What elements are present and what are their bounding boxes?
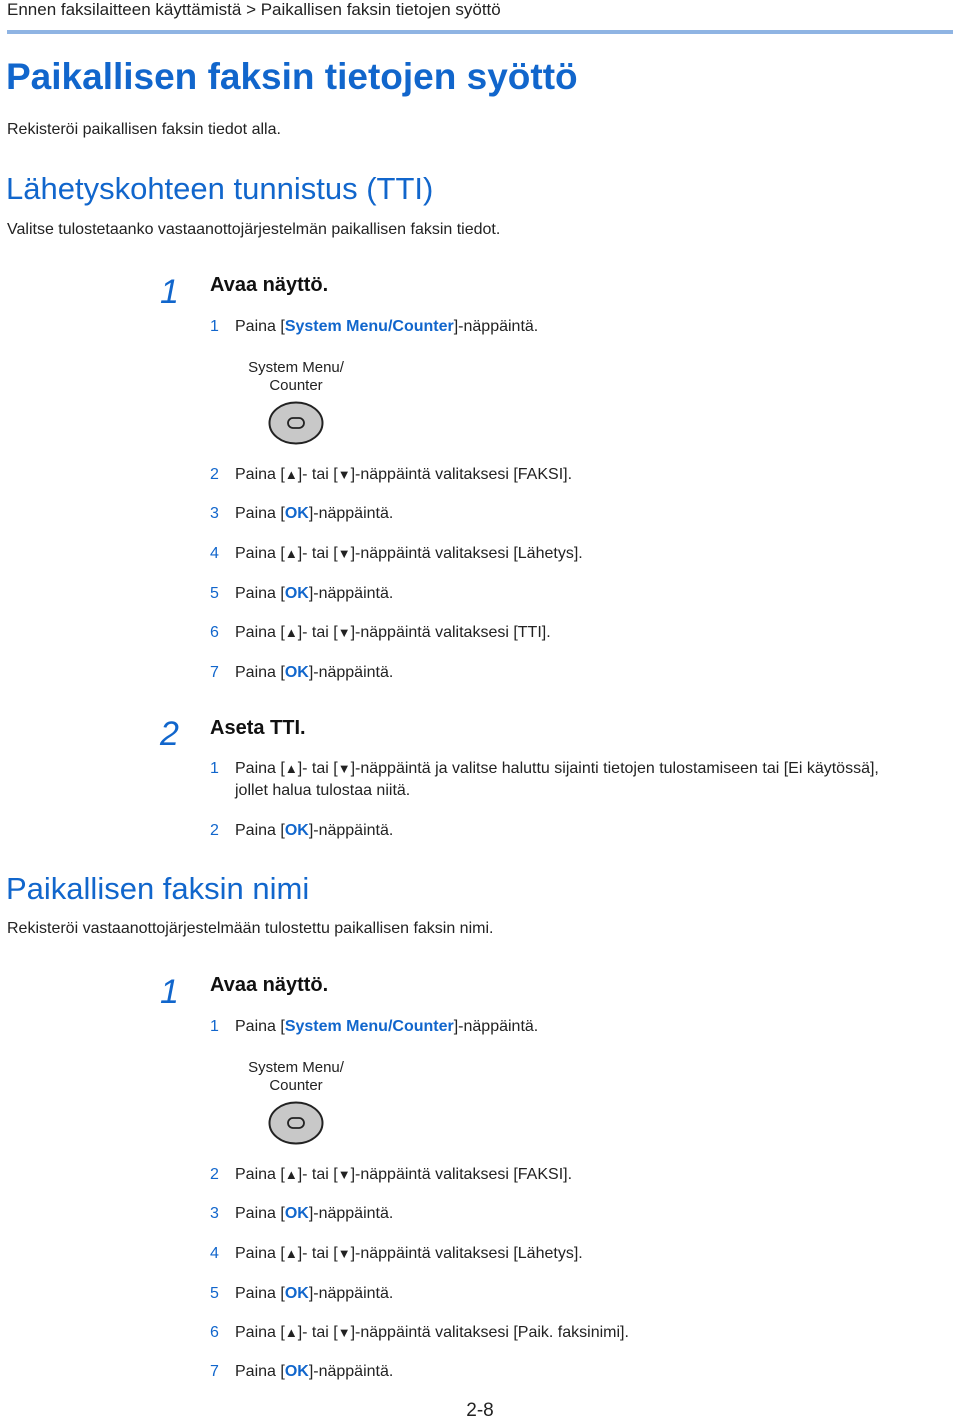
instruction-item: 6 Paina [▲]- tai [▼]-näppäintä valitaksesi [Paik. faksinimi]. <box>210 1324 629 1341</box>
step-number: 1 <box>160 973 179 1011</box>
instruction-item: 3 Paina [OK]-näppäintä. <box>210 1205 394 1222</box>
section-description-fax-name: Rekisteröi vastaanottojärjestelmään tulostettu paikallisen faksin nimi. <box>7 920 494 937</box>
breadcrumb: Ennen faksilaitteen käyttämistä > Paikallisen faksin tietojen syöttö <box>7 0 501 19</box>
down-arrow-icon: ▼ <box>337 1325 351 1340</box>
down-arrow-icon: ▼ <box>337 1167 351 1182</box>
key-label: System Menu/ Counter <box>248 359 344 394</box>
down-arrow-icon: ▼ <box>337 625 351 640</box>
section-heading-tti: Lähetyskohteen tunnistus (TTI) <box>6 171 434 206</box>
up-arrow-icon: ▲ <box>284 1325 298 1340</box>
system-menu-key-icon <box>268 401 324 445</box>
instruction-item: 4 Paina [▲]- tai [▼]-näppäintä valitaksesi [Lähetys]. <box>210 545 583 562</box>
down-arrow-icon: ▼ <box>337 1246 351 1261</box>
instruction-item: 5 Paina [OK]-näppäintä. <box>210 585 394 602</box>
section-heading-fax-name: Paikallisen faksin nimi <box>6 871 310 906</box>
down-arrow-icon: ▼ <box>337 467 351 482</box>
down-arrow-icon: ▼ <box>337 546 351 561</box>
intro-text: Rekisteröi paikallisen faksin tiedot alla. <box>7 121 281 138</box>
step-number: 2 <box>160 715 179 753</box>
page-number: 2-8 <box>466 1400 494 1421</box>
up-arrow-icon: ▲ <box>284 625 298 640</box>
up-arrow-icon: ▲ <box>284 1246 298 1261</box>
key-label: System Menu/ Counter <box>248 1059 344 1094</box>
instruction-item: 1 Paina [▲]- tai [▼]-näppäintä ja valitse haluttu sijainti tietojen tulostamiseen tai [Ei käytössä], jollet halua tulostaa niitä. <box>210 760 879 799</box>
instruction-item: 7 Paina [OK]-näppäintä. <box>210 664 394 681</box>
instruction-item: 5 Paina [OK]-näppäintä. <box>210 1285 394 1302</box>
instruction-item: 6 Paina [▲]- tai [▼]-näppäintä valitaksesi [TTI]. <box>210 624 551 641</box>
header-divider <box>7 30 953 34</box>
instruction-item: 7 Paina [OK]-näppäintä. <box>210 1363 394 1380</box>
down-arrow-icon: ▼ <box>337 761 351 776</box>
instruction-item: 2 Paina [OK]-näppäintä. <box>210 822 394 839</box>
instruction-item: 4 Paina [▲]- tai [▼]-näppäintä valitaksesi [Lähetys]. <box>210 1245 583 1262</box>
step-title: Avaa näyttö. <box>210 974 329 996</box>
instruction-item: 1 Paina [System Menu/Counter]-näppäintä. <box>210 318 539 335</box>
up-arrow-icon: ▲ <box>284 761 298 776</box>
up-arrow-icon: ▲ <box>284 546 298 561</box>
instruction-item: 2 Paina [▲]- tai [▼]-näppäintä valitaksesi [FAKSI]. <box>210 1166 573 1183</box>
section-description-tti: Valitse tulostetaanko vastaanottojärjestelmän paikallisen faksin tiedot. <box>7 221 501 238</box>
step-number: 1 <box>160 273 179 311</box>
up-arrow-icon: ▲ <box>284 1167 298 1182</box>
instruction-item: 2 Paina [▲]- tai [▼]-näppäintä valitaksesi [FAKSI]. <box>210 466 573 483</box>
up-arrow-icon: ▲ <box>284 467 298 482</box>
step-title: Aseta TTI. <box>210 717 306 739</box>
instruction-item: 3 Paina [OK]-näppäintä. <box>210 505 394 522</box>
page-title: Paikallisen faksin tietojen syöttö <box>6 56 578 97</box>
instruction-item: 1 Paina [System Menu/Counter]-näppäintä. <box>210 1018 539 1035</box>
step-title: Avaa näyttö. <box>210 274 329 296</box>
system-menu-key-icon <box>268 1101 324 1145</box>
